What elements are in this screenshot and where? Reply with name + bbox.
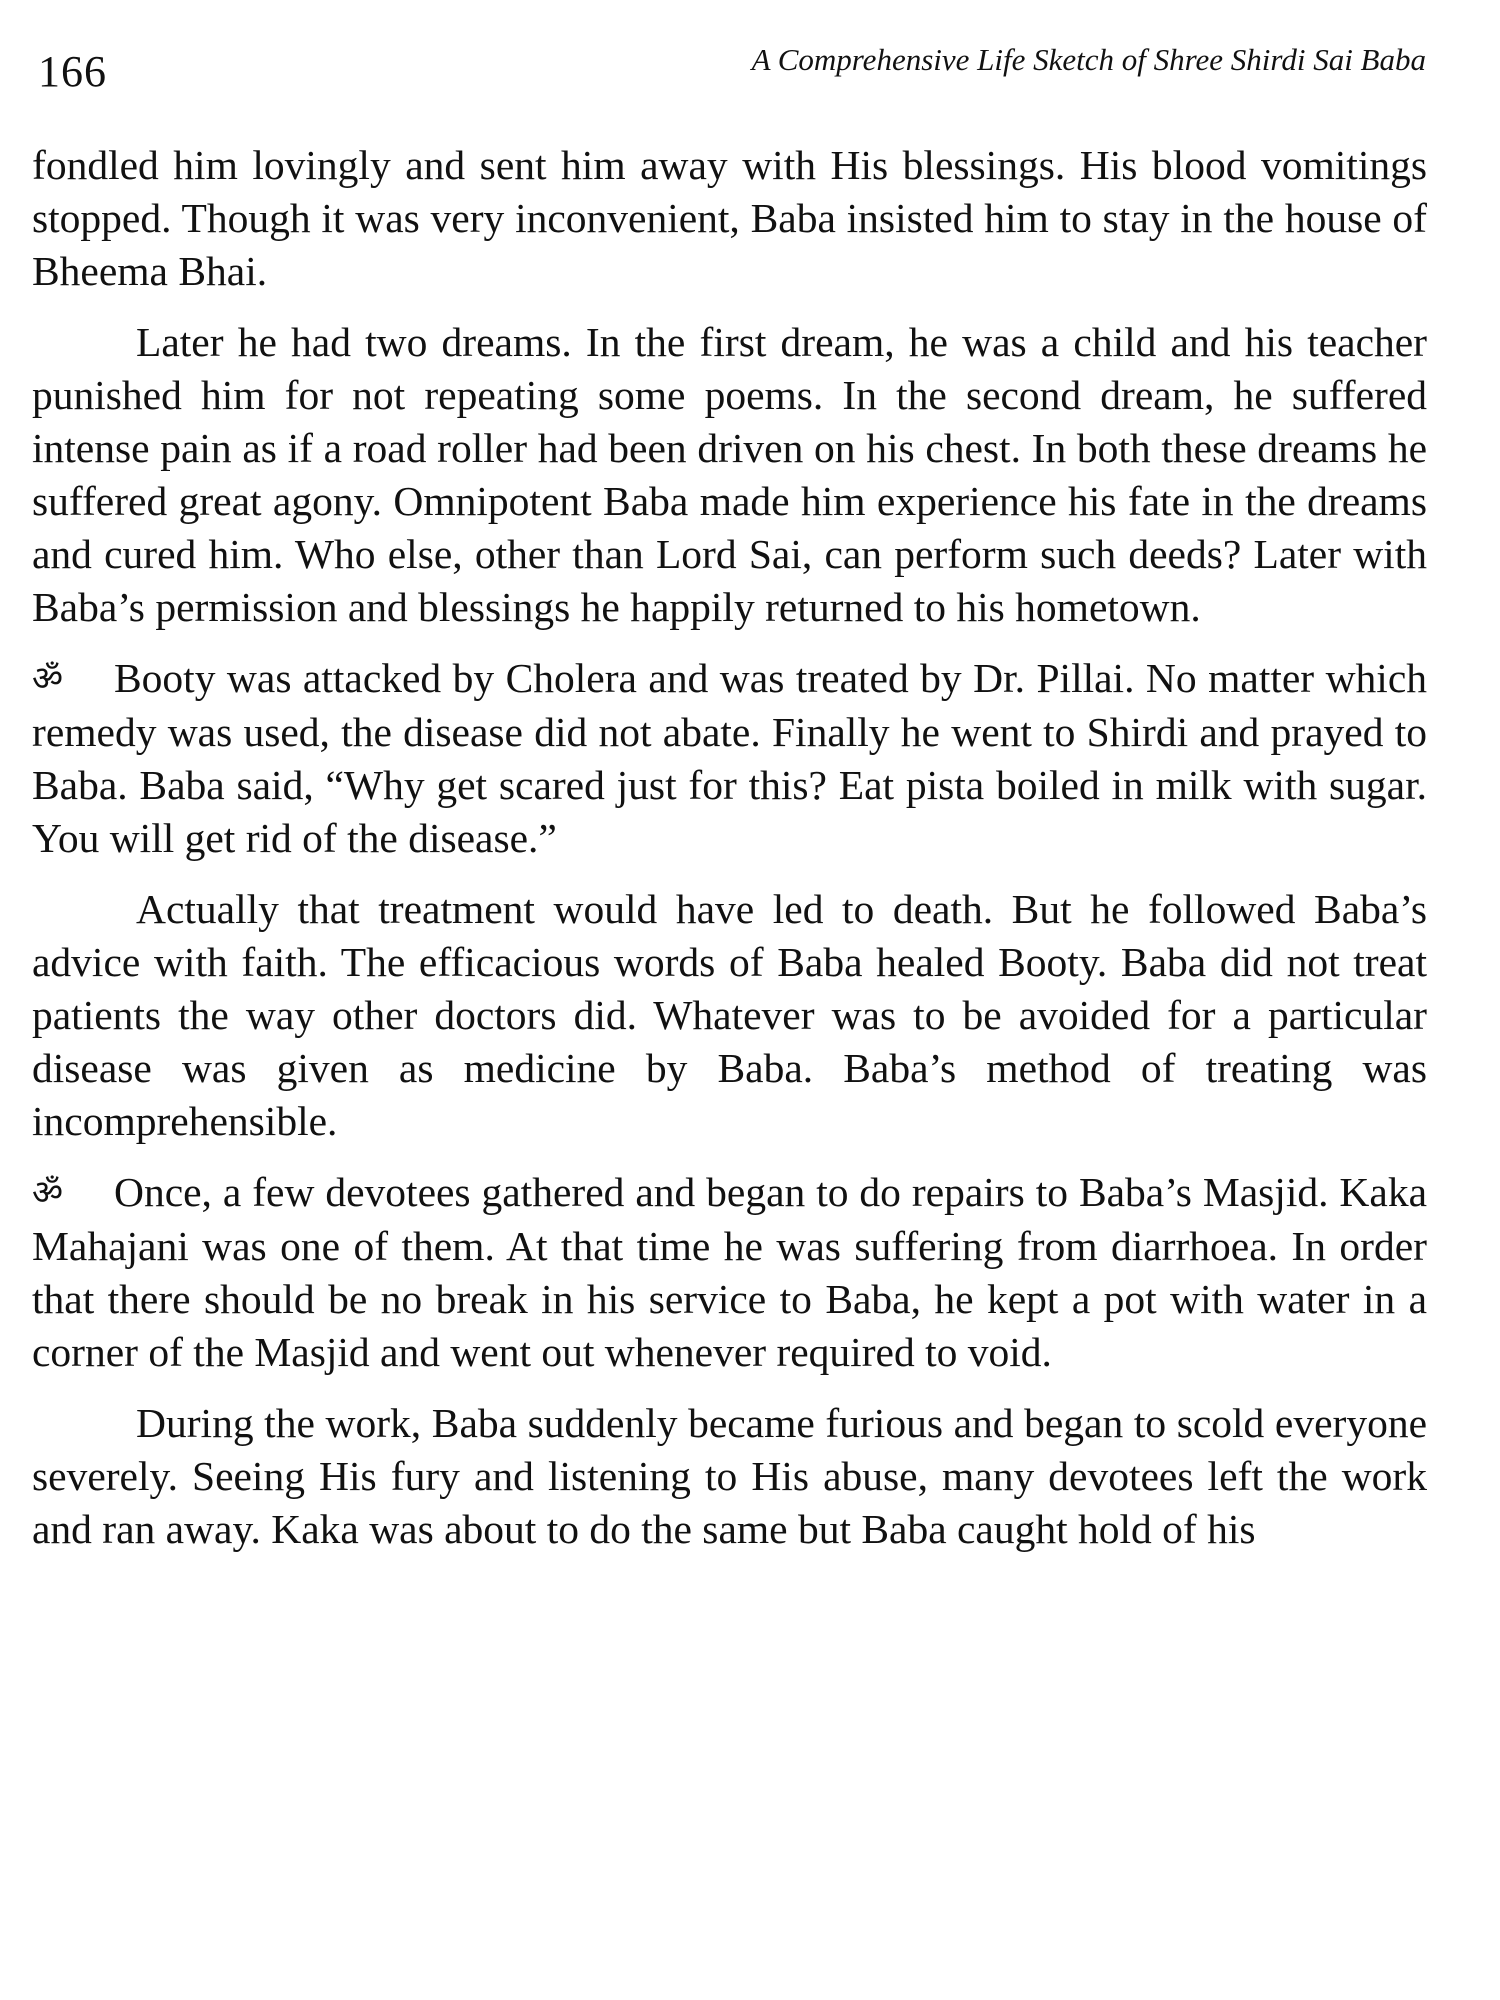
paragraph-text: Later he had two dreams. In the first dream, he was a child and his teacher punished him for not repeating some poems. In the second dream, he suffered intense pain as if a road roller had been driven on his chest. In both these dreams he suffered great agony. Omnipotent Baba made him experience his fate in the dreams and cured him. Who else, other than Lord Sai, can perform such deeds? Later with Baba’s permission and blessings he happily returned to his hometown.	[32, 319, 1427, 630]
paragraph-text: During the work, Baba suddenly became furious and began to scold everyone severely. Seeing His fury and listening to His abuse, many devotees left the work and ran away. Kaka was about to do the same but Baba caught hold of his	[32, 1400, 1427, 1552]
paragraph	[32, 1166, 1427, 1379]
running-title: A Comprehensive Life Sketch of Shree Shirdi Sai Baba	[751, 42, 1426, 77]
body-text	[32, 139, 1427, 1556]
page-header	[32, 40, 1426, 100]
paragraph-text: Booty was attacked by Cholera and was treated by Dr. Pillai. No matter which remedy was used, the disease did not abate. Finally he went to Shirdi and prayed to Baba. Baba said, “Why get scared just for this? Eat pista boiled in milk with sugar. You will get rid of the disease.”	[32, 655, 1427, 861]
paragraph-text: Actually that treatment would have led to death. But he followed Baba’s advice with faith. The efficacious words of Baba healed Booty. Baba did not treat patients the way other doctors did. Whatever was to be avoided for a particular disease was given as medicine by Baba. Baba’s method of treating was incomprehensible.	[32, 886, 1427, 1144]
paragraph	[32, 1397, 1427, 1556]
om-icon: ॐ	[32, 659, 64, 699]
page-number: 166	[38, 47, 107, 96]
paragraph-text: fondled him lovingly and sent him away with His blessings. His blood vomitings stopped. Though it was very inconvenient, Baba insisted him to stay in the house of Bheema Bhai.	[32, 142, 1427, 294]
om-icon: ॐ	[32, 1173, 64, 1213]
paragraph	[32, 316, 1427, 634]
paragraph	[32, 139, 1427, 298]
paragraph	[32, 652, 1427, 865]
paragraph-text: Once, a few devotees gathered and began to do repairs to Baba’s Masjid. Kaka Mahajani was one of them. At that time he was suffering from diarrhoea. In order that there should be no break in his service to Baba, he kept a pot with water in a corner of the Masjid and went out whenever required to void.	[32, 1169, 1427, 1375]
paragraph	[32, 883, 1427, 1148]
